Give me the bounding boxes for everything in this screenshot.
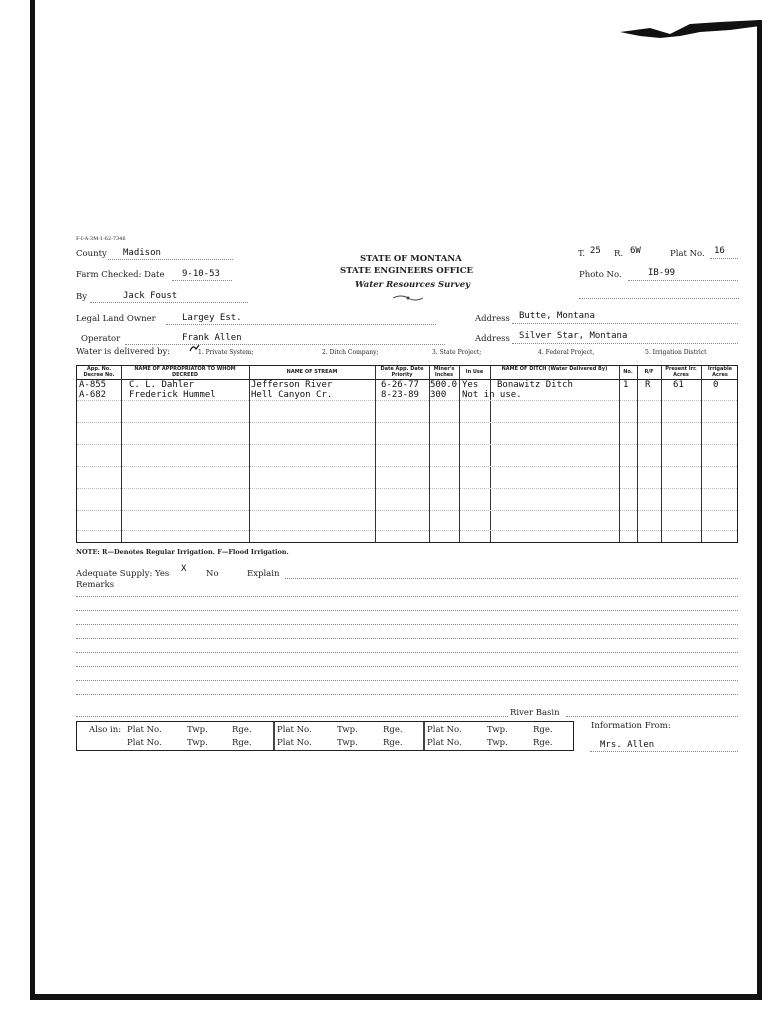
irrigation-note: NOTE: R—Denotes Regular Irrigation. F—Flood Irrigation. bbox=[76, 548, 289, 556]
twp-label: Twp. bbox=[337, 725, 358, 735]
table-cell: C. L. Dahler bbox=[129, 380, 195, 390]
address2-label: Address bbox=[475, 334, 510, 344]
remarks-label: Remarks bbox=[76, 580, 115, 590]
table-cell: 0 bbox=[713, 380, 719, 390]
header-in-use: In Use bbox=[465, 369, 484, 375]
plat-no-label: Plat No. bbox=[127, 738, 162, 748]
supply-explain: Explain bbox=[247, 569, 280, 579]
header-irrigable-acres: Irrigable Acres bbox=[707, 366, 733, 378]
owner-address: Butte, Montana bbox=[519, 311, 595, 321]
county-label: County bbox=[76, 249, 107, 259]
also-in-label: Also in: bbox=[89, 725, 122, 735]
twp-label: Twp. bbox=[487, 738, 508, 748]
table-cell: 500.0 bbox=[430, 380, 458, 390]
rge-label: Rge. bbox=[383, 725, 403, 735]
table-cell: 61 bbox=[673, 380, 684, 390]
header-present-acres: Present Irr. Acres bbox=[665, 366, 697, 378]
info-from-label: Information From: bbox=[591, 721, 671, 731]
office-title: STATE ENGINEERS OFFICE bbox=[340, 266, 473, 276]
operator-address: Silver Star, Montana bbox=[519, 331, 628, 341]
table-cell: Jefferson River bbox=[251, 380, 333, 390]
address-label: Address bbox=[475, 314, 510, 324]
plat-no-label: Plat No. bbox=[277, 725, 312, 735]
r-label: R. bbox=[614, 249, 624, 259]
scan-blot bbox=[620, 20, 760, 38]
option-private: 1. Private System; bbox=[198, 349, 254, 356]
plat-label: Plat No. bbox=[670, 249, 705, 259]
rights-table bbox=[76, 365, 738, 543]
t-value: 25 bbox=[590, 246, 601, 256]
rge-label: Rge. bbox=[232, 725, 252, 735]
table-cell: 1 bbox=[623, 380, 629, 390]
twp-label: Twp. bbox=[187, 725, 208, 735]
header-inches: Miner's Inches bbox=[433, 366, 455, 378]
header-no: No. bbox=[623, 369, 633, 375]
twp-label: Twp. bbox=[487, 725, 508, 735]
page-right-edge bbox=[757, 20, 762, 1000]
twp-label: Twp. bbox=[187, 738, 208, 748]
table-cell: 8-23-89 bbox=[381, 390, 419, 400]
farm-checked-label: Farm Checked: Date bbox=[76, 270, 165, 280]
owner-value: Largey Est. bbox=[182, 313, 242, 323]
delivered-label: Water is delivered by: bbox=[76, 347, 171, 357]
supply-no: No bbox=[206, 569, 219, 579]
table-cell: Not in use. bbox=[462, 390, 522, 400]
table-cell: 6-26-77 bbox=[381, 380, 419, 390]
table-cell: Frederick Hummel bbox=[129, 390, 216, 400]
header-app-no: App. No. Decree No. bbox=[83, 366, 115, 378]
header-stream: NAME OF STREAM bbox=[286, 369, 338, 375]
twp-label: Twp. bbox=[337, 738, 358, 748]
plat-no-label: Plat No. bbox=[277, 738, 312, 748]
plat-value: 16 bbox=[714, 246, 725, 256]
plat-no-label: Plat No. bbox=[427, 738, 462, 748]
state-title: STATE OF MONTANA bbox=[360, 254, 462, 264]
form-code: F-I-A-3M-1-62-7346 bbox=[76, 236, 126, 242]
table-cell: Hell Canyon Cr. bbox=[251, 390, 333, 400]
county-value: Madison bbox=[123, 248, 161, 258]
rge-label: Rge. bbox=[533, 725, 553, 735]
header-appropriator: NAME OF APPROPRIATOR TO WHOM DECREED bbox=[134, 366, 236, 378]
header-date: Date App. Date Priority bbox=[380, 366, 424, 378]
operator-label: Operator bbox=[81, 334, 121, 344]
rge-label: Rge. bbox=[533, 738, 553, 748]
operator-value: Frank Allen bbox=[182, 333, 242, 343]
table-cell: A-855 bbox=[79, 380, 107, 390]
ornament-icon bbox=[393, 294, 423, 302]
header-rf: R/F bbox=[644, 369, 654, 375]
river-basin-label: River Basin bbox=[510, 708, 560, 718]
photo-label: Photo No. bbox=[579, 270, 622, 280]
also-in-box bbox=[76, 721, 574, 751]
rge-label: Rge. bbox=[232, 738, 252, 748]
farm-checked-value: 9-10-53 bbox=[182, 269, 220, 279]
page-bottom-edge bbox=[30, 994, 762, 1000]
table-cell: 300 bbox=[430, 390, 447, 400]
option-district: 5. Irrigation District bbox=[645, 349, 707, 356]
plat-no-label: Plat No. bbox=[127, 725, 162, 735]
page-left-edge bbox=[30, 0, 35, 1000]
option-state: 3. State Project; bbox=[432, 349, 482, 356]
t-label: T. bbox=[578, 249, 586, 259]
option-federal: 4. Federal Project, bbox=[538, 349, 595, 356]
table-cell: R bbox=[645, 380, 651, 390]
r-value: 6W bbox=[630, 246, 641, 256]
header-ditch: NAME OF DITCH (Water Delivered By) bbox=[501, 366, 608, 372]
supply-label: Adequate Supply: Yes bbox=[76, 569, 170, 579]
option-ditch: 2. Ditch Company; bbox=[322, 349, 379, 356]
supply-yes-mark: X bbox=[181, 564, 187, 574]
info-from-value: Mrs. Allen bbox=[600, 740, 655, 750]
table-cell: Bonawitz Ditch bbox=[497, 380, 573, 390]
photo-value: IB-99 bbox=[648, 268, 676, 278]
survey-title: Water Resources Survey bbox=[355, 280, 471, 290]
table-cell: Yes bbox=[462, 380, 479, 390]
table-cell: A-682 bbox=[79, 390, 107, 400]
by-value: Jack Foust bbox=[123, 291, 178, 301]
by-label: By bbox=[76, 292, 88, 302]
rge-label: Rge. bbox=[383, 738, 403, 748]
plat-no-label: Plat No. bbox=[427, 725, 462, 735]
owner-label: Legal Land Owner bbox=[76, 314, 156, 324]
